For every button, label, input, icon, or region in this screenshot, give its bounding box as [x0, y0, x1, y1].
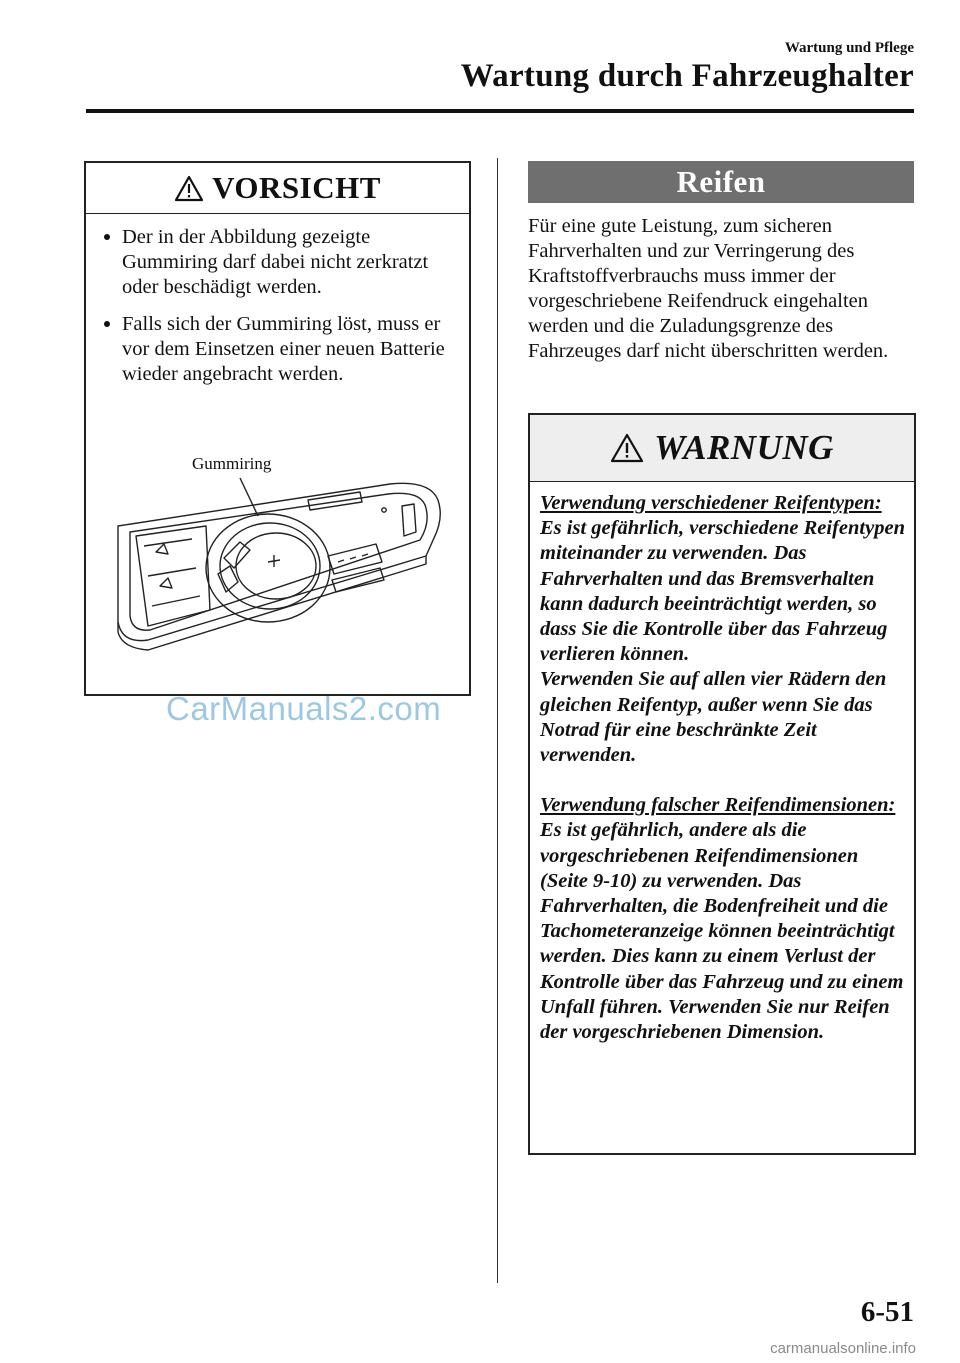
section-heading-reifen: Reifen [528, 161, 914, 203]
caution-header [86, 163, 469, 214]
warning-subheading: Verwendung falscher Reifendimensionen: [540, 794, 896, 817]
warning-triangle-icon [610, 433, 644, 463]
warning-paragraph: Es ist gefährlich, verschiedene Reifentypen miteinander zu verwenden. Das Fahrverhalten und das Bremsverhalten kann dadurch beeinträchtigt werden, so dass Sie die Kontrolle über das Fahrzeug verlieren können. [540, 517, 905, 666]
page-title: Wartung durch Fahrzeughalter [460, 58, 914, 94]
warning-subheading: Verwendung verschiedener Reifentypen: [540, 492, 882, 514]
warning-paragraph: Es ist gefährlich, andere als die vorgeschriebenen Reifendimensionen (Seite 9-10) zu verwenden. Das Fahrverhalten, die Bodenfreiheit und die Tachometeranzeige können beeinträchtigt werden. Dies kann zu einem Verlust der Kontrolle über das Fahrzeug und zu einem Unfall führen. Verwenden Sie nur Reifen der vorgeschriebenen Dimension. [540, 819, 904, 1044]
watermark: CarManuals2.com [166, 690, 442, 727]
warning-label: WARNUNG [654, 428, 834, 467]
warning-triangle-icon [174, 175, 204, 202]
caution-bullets [100, 225, 462, 399]
header-rule [86, 109, 914, 113]
key-fob-battery-illustration [108, 470, 448, 655]
warning-body [540, 491, 906, 1045]
figure-label-gummiring: Gummiring [192, 454, 272, 473]
footer-watermark: carmanualsonline.info [770, 1340, 916, 1357]
section-title: Wartung und Pflege [784, 40, 914, 56]
warning-paragraph: Verwenden Sie auf allen vier Rädern den gleichen Reifentyp, außer wenn Sie das Notrad für eine beschränkte Zeit verwenden. [540, 668, 887, 767]
caution-label: VORSICHT [212, 170, 381, 205]
page-number: 6-51 [860, 1296, 914, 1328]
spacer [540, 768, 906, 793]
column-divider [497, 158, 498, 1283]
bullet-icon [104, 321, 110, 327]
reifen-paragraph: Für eine gute Leistung, zum sicheren Fahrverhalten und zur Verringerung des Kraftstoffverbrauchs muss immer der vorgeschriebene Reifendruck eingehalten werden und die Zuladungsgrenze des Fahrzeuges darf nicht überschritten werden. [528, 215, 889, 362]
list-item [100, 312, 462, 387]
bullet-text: Falls sich der Gummiring löst, muss er vor dem Einsetzen einer neuen Batterie wieder angebracht werden. [122, 313, 445, 385]
warning-header [530, 415, 914, 482]
bullet-icon [104, 234, 110, 240]
bullet-text: Der in der Abbildung gezeigte Gummiring darf dabei nicht zerkratzt oder beschädigt werden. [122, 226, 429, 298]
warning-box [528, 413, 916, 1155]
list-item [100, 225, 462, 300]
